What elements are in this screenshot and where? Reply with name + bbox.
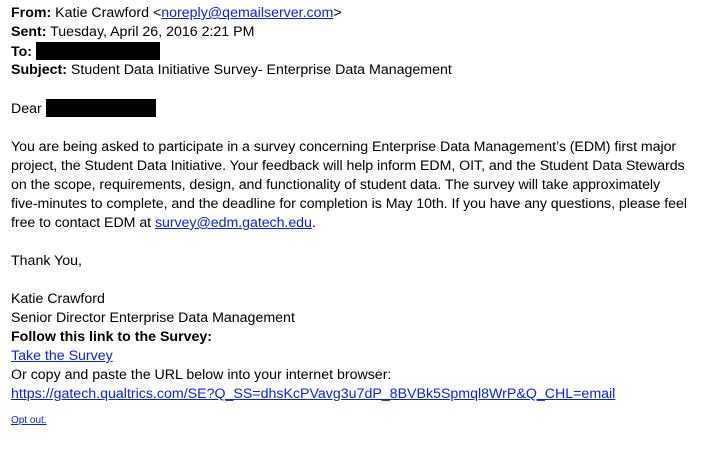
paragraph-line: five-minutes to complete, and the deadline for completion is May 10th. If you have any questions, please feel — [11, 196, 687, 212]
paragraph-line-last — [11, 214, 723, 233]
contact-suffix: . — [311, 215, 316, 231]
to-label: To: — [11, 44, 33, 60]
subject-text: Student Data Initiative Survey- Enterprise Data Management — [70, 62, 452, 78]
sender-email-link[interactable]: noreply@qemailserver.com — [161, 5, 334, 21]
from-label: From: — [11, 5, 52, 21]
follow-link-label: Follow this link to the Survey: — [11, 329, 213, 345]
subject-label: Subject: — [11, 62, 67, 78]
paragraph-line: You are being asked to participate in a survey concerning Enterprise Data Management’s (EDM) first major — [11, 139, 677, 155]
subject-header — [11, 61, 723, 80]
contact-prefix: free to contact EDM at — [11, 215, 155, 231]
opt-out-link[interactable]: Opt out. — [11, 415, 47, 426]
sent-header — [11, 23, 723, 42]
spacer — [11, 271, 723, 290]
paragraph-line: project, the Student Data Initiative. Your feedback will help inform EDM, OIT, and the Student Data Stewards — [11, 158, 685, 174]
body-paragraph — [11, 138, 723, 233]
greeting-line — [11, 99, 723, 119]
sent-label: Sent: — [11, 24, 47, 40]
spacer — [11, 119, 723, 138]
sender-email-open: < — [152, 5, 162, 21]
paragraph-line: on the scope, requirements, design, and functionality of student data. The survey will take approximately — [11, 177, 661, 193]
survey-url-link[interactable]: https://gatech.qualtrics.com/SE?Q_SS=dhsKcPVavg3u7dP_8BVBk5Spmql8WrP&Q_CHL=email — [11, 386, 616, 402]
spacer — [11, 233, 723, 252]
sender-name: Katie Crawford — [55, 5, 149, 21]
from-header — [11, 4, 723, 23]
greeting: Dear — [11, 101, 42, 117]
sent-date: Tuesday, April 26, 2016 2:21 PM — [50, 24, 255, 40]
to-header — [11, 42, 723, 61]
signature-title: Senior Director Enterprise Data Management — [11, 310, 295, 326]
take-survey-link[interactable]: Take the Survey — [11, 348, 113, 364]
email-message — [11, 4, 723, 429]
copy-paste-instruction: Or copy and paste the URL below into your internet browser: — [11, 367, 392, 383]
redacted-recipient — [36, 42, 160, 60]
redacted-recipient-name — [46, 99, 156, 117]
sender-email-close: > — [333, 5, 342, 21]
spacer — [11, 80, 723, 99]
signature-name: Katie Crawford — [11, 291, 105, 307]
thanks-line: Thank You, — [11, 253, 82, 269]
contact-email-link[interactable]: survey@edm.gatech.edu — [154, 215, 312, 231]
